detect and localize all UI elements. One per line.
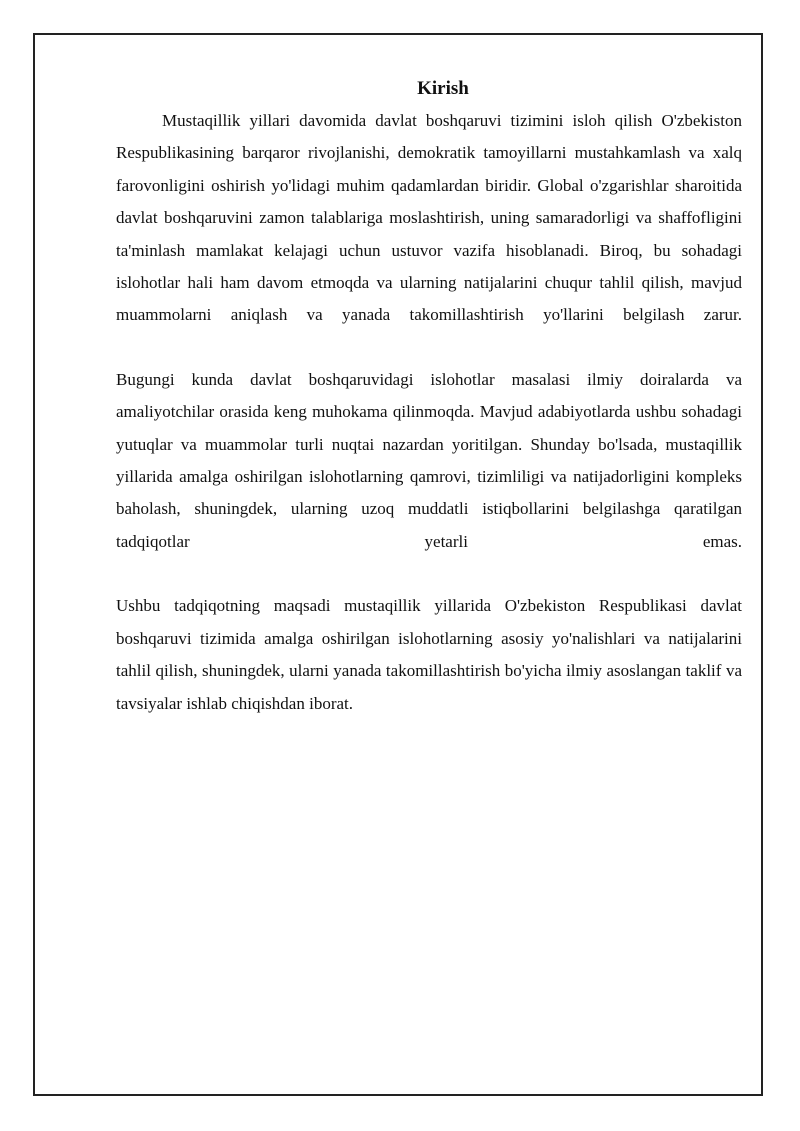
paragraph-gap — [116, 558, 742, 590]
document-body — [116, 73, 742, 720]
paragraph-3: Ushbu tadqiqotning maqsadi mustaqillik yillarida O'zbekiston Respublikasi davlat boshqaruvi tizimida amalga oshirilgan islohotlarning asosiy yo'nalishlari va natijalarini tahlil qilish, shuningdek, ularni yanada takomillashtirish bo'yicha ilmiy asoslangan taklif va tavsiyalar ishlab chiqishdan iborat. — [116, 596, 742, 713]
paragraph-2: Bugungi kunda davlat boshqaruvidagi islohotlar masalasi ilmiy doiralarda va amaliyotchilar orasida keng muhokama qilinmoqda. Mavjud adabiyotlarda ushbu sohadagi yutuqlar va muammolar turli nuqtai nazardan yoritilgan. Shunday bo'lsada, mustaqillik yillarida amalga oshirilgan islohotlarning qamrovi, tizimliligi va natijadorligini kompleks baholash, shuningdek, ularning uzoq muddatli istiqbollarini belgilashga qaratilgan tadqiqotlar yetarli emas. — [116, 369, 742, 551]
document-title: Kirish — [417, 78, 469, 99]
paragraph-1: Mustaqillik yillari davomida davlat boshqaruvi tizimini isloh qilish O'zbekiston Respublikasining barqaror rivojlanishi, demokratik tamoyillarni mustahkamlash va xalq farovonligini oshirish yo'lidagi muhim qadamlardan biridir. Global o'zgarishlar sharoitida davlat boshqaruvini zamon talablariga moslashtirish, uning samaradorligi va shaffofligini ta'minlash mamlakat kelajagi uchun ustuvor vazifa hisoblanadi. Biroq, bu sohadagi islohotlar hali ham davom etmoqda va ularning natijalarini chuqur tahlil qilish, mavjud muammolarni aniqlash va yanada takomillashtirish yo'llarini belgilash zarur. — [116, 111, 742, 325]
paragraph-gap — [116, 332, 742, 364]
